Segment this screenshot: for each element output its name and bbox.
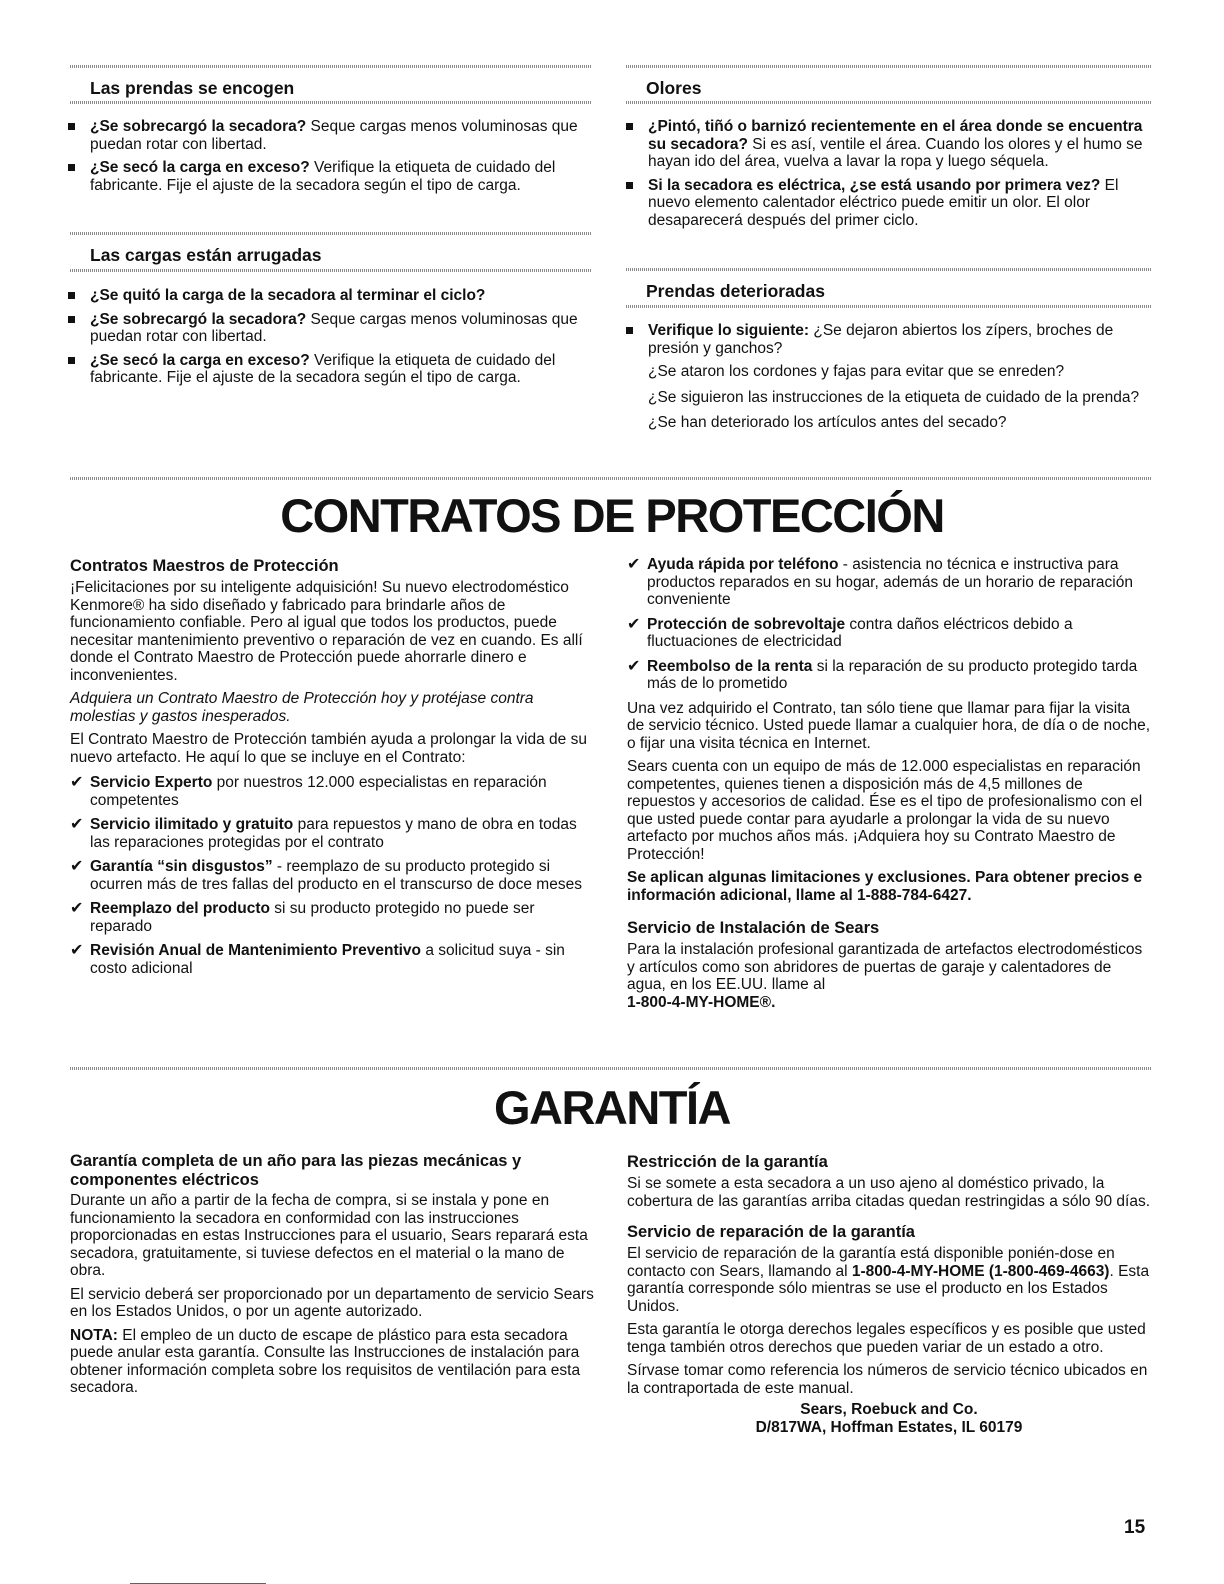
section-heading-odors: Olores <box>646 78 702 98</box>
list-item: Si la secadora es eléctrica, ¿se está usando por primera vez? El nuevo elemento calentador eléctrico puede emitir un olor. El olor desaparecerá después del primer ciclo. <box>626 177 1148 230</box>
wrinkled-list <box>68 287 593 393</box>
check-icon: ✔ <box>70 816 84 833</box>
contract-call-info: Una vez adquirido el Contrato, tan sólo tiene que llamar para fijar la visita de servicio técnico. Usted puede llamar a cualquier hora, de día o de noche, o fijar una visita técnica en Internet. <box>627 699 1151 752</box>
page-number: 15 <box>1124 1517 1146 1538</box>
list-item: ✔ Garantía “sin disgustos” - reemplazo de su producto protegido si ocurren más de tres fallas del producto en el transcurso de doce meses <box>70 858 582 893</box>
divider <box>70 269 592 272</box>
list-item: ¿Se sobrecargó la secadora? Seque cargas menos voluminosas que puedan rotar con libertad. <box>68 118 593 153</box>
list-item: ✔ Reembolso de la renta si la reparación de su producto protegido tarda más de lo prometido <box>627 657 1138 692</box>
list-item: ✔ Servicio ilimitado y gratuito para repuestos y mano de obra en todas las reparaciones protegidas por el contrato <box>70 816 577 851</box>
check-icon: ✔ <box>70 774 84 791</box>
divider <box>70 477 1152 480</box>
odors-list <box>626 118 1148 235</box>
protection-title: CONTRATOS DE PROTECCIÓN <box>280 489 944 542</box>
check-icon: ✔ <box>70 858 84 875</box>
list-item: ¿Se sobrecargó la secadora? Seque cargas menos voluminosas que puedan rotar con libertad. <box>68 311 593 346</box>
bullet-icon <box>626 123 633 130</box>
damaged-list <box>626 322 1148 440</box>
legal-rights-text: Esta garantía le otorga derechos legales específicos y es posible que usted tenga también otros derechos que pueden variar de un estado a otro. <box>627 1321 1146 1356</box>
bullet-icon <box>626 182 633 189</box>
restriction-text: Si se somete a esta secadora a un uso ajeno al doméstico privado, la cobertura de las garantías arriba citadas quedan restringidas a sólo 90 días. <box>627 1175 1151 1210</box>
check-icon: ✔ <box>627 615 641 633</box>
protection-tagline: Adquiera un Contrato Maestro de Protección hoy y protéjase contra molestias y gastos inesperados. <box>70 690 534 725</box>
repair-service-heading: Servicio de reparación de la garantía <box>627 1223 915 1241</box>
bullet-icon <box>68 316 75 323</box>
warranty-heading: Garantía completa de un año para las piezas mecánicas y componentes eléctricos <box>70 1152 522 1189</box>
shrink-list <box>68 118 593 200</box>
list-item: ✔ Reemplazo del producto si su producto protegido no puede ser reparado <box>70 900 535 935</box>
divider <box>70 232 592 235</box>
install-phone: 1-800-4-MY-HOME®. <box>627 993 776 1011</box>
install-text: Para la instalación profesional garantizada de artefactos electrodomésticos y artículos como son abridores de puertas de garaje y calentadores de agua, en los EE.UU. llame al <box>627 941 1143 993</box>
reference-text: Sírvase tomar como referencia los números de servicio técnico ubicados en la contraportada de este manual. <box>627 1362 1148 1397</box>
list-item: Verifique lo siguiente: ¿Se dejaron abiertos los zípers, broches de presión y ganchos? <box>626 322 1148 357</box>
followup-question: ¿Se siguieron las instrucciones de la etiqueta de cuidado de la prenda? <box>648 388 1140 406</box>
repair-service-text: El servicio de reparación de la garantía está disponible ponién-dose en contacto con Sears, llamando al 1-800-4-MY-HOME (1-800-469-4663). Esta garantía corresponde sólo mientras se use el producto en los Estados Unidos. <box>627 1245 1150 1315</box>
divider <box>70 65 592 68</box>
divider <box>626 65 1152 68</box>
warranty-service-provider: El servicio deberá ser proporcionado por un departamento de servicio Sears en los Estados Unidos, o por un agente autorizado. <box>70 1285 594 1320</box>
install-heading: Servicio de Instalación de Sears <box>627 919 880 937</box>
section-heading-shrink: Las prendas se encogen <box>90 78 295 98</box>
divider <box>70 101 592 104</box>
limitations-notice: Se aplican algunas limitaciones y exclusiones. Para obtener precios e información adicional, llame al 1-888-784-6427. <box>627 869 1143 904</box>
list-item: ¿Se quitó la carga de la secadora al terminar el ciclo? <box>68 287 593 305</box>
protection-right-column <box>627 556 1151 1017</box>
bullet-icon <box>68 123 75 130</box>
bullet-icon <box>68 357 75 364</box>
divider <box>626 305 1152 308</box>
bullet-icon <box>68 164 75 171</box>
followup-question: ¿Se han deteriorado los artículos antes del secado? <box>648 414 1007 431</box>
warranty-coverage: Durante un año a partir de la fecha de compra, si se instala y pone en funcionamiento la secadora en conformidad con las instrucciones proporcionadas en estas Instrucciones para el usuario, Sears reparará esta secadora, gratuitamente, si tuviese defectos en el material o la mano de obra. <box>70 1192 588 1279</box>
protection-description: El Contrato Maestro de Protección también ayuda a prolongar la vida de su nuevo artefacto. He aquí lo que se incluye en el Contrato: <box>70 731 587 766</box>
protection-intro: ¡Felicitaciones por su inteligente adquisición! Su nuevo electrodoméstico Kenmore® ha sido diseñado y fabricado para brindarle años de funcionamiento confiable. Pero al igual que todos los productos, puede necesitar mantenimiento preventivo o reparación de vez en cuando. Es allí donde el Contrato Maestro de Protección puede ahorrarle dinero e inconvenientes. <box>70 579 583 684</box>
protection-left-column <box>70 556 594 984</box>
divider <box>626 101 1152 104</box>
list-item: ¿Se secó la carga en exceso? Verifique la etiqueta de cuidado del fabricante. Fije el ajuste de la secadora según el tipo de carga. <box>68 352 593 387</box>
section-heading-wrinkled: Las cargas están arrugadas <box>90 245 322 265</box>
sears-specialists-info: Sears cuenta con un equipo de más de 12.000 especialistas en reparación competentes, quienes tienen a disposición más de 4,5 millones de repuestos y accesorios de calidad. Ése es el tipo de profesionalismo con el que usted puede contar para ayudarle a prolongar la vida de su nuevo artefacto por muchos años más. ¡Adquiera hoy su Contrato Maestro de Protección! <box>627 758 1143 863</box>
list-item: ✔ Protección de sobrevoltaje contra daños eléctricos debido a fluctuaciones de electricidad <box>627 615 1073 650</box>
list-item: ¿Pintó, tiñó o barnizó recientemente en el área donde se encuentra su secadora? Si es así, ventile el área. Cuando los olores y el humo se hayan ido del área, vuelva a lavar la ropa y luego séquela. <box>626 118 1148 171</box>
protection-heading: Contratos Maestros de Protección <box>70 557 339 575</box>
warranty-title: GARANTÍA <box>493 1081 731 1134</box>
divider <box>626 268 1152 271</box>
company-name: Sears, Roebuck and Co. <box>800 1401 978 1418</box>
check-icon: ✔ <box>70 942 84 959</box>
warranty-right-column <box>627 1152 1151 1437</box>
check-icon: ✔ <box>627 657 641 675</box>
list-item: ✔ Ayuda rápida por teléfono - asistencia no técnica e instructiva para productos reparados en su hogar, además de un horario de reparación conveniente <box>627 556 1133 608</box>
divider <box>70 1067 1152 1070</box>
check-icon: ✔ <box>627 556 641 573</box>
warranty-left-column <box>70 1152 594 1403</box>
list-item: ¿Se secó la carga en exceso? Verifique la etiqueta de cuidado del fabricante. Fije el ajuste de la secadora según el tipo de carga. <box>68 159 593 194</box>
bullet-icon <box>626 327 633 334</box>
check-icon: ✔ <box>70 900 84 917</box>
list-item: ✔ Revisión Anual de Mantenimiento Preventivo a solicitud suya - sin costo adicional <box>70 942 565 977</box>
company-address: D/817WA, Hoffman Estates, IL 60179 <box>755 1419 1023 1436</box>
followup-question: ¿Se ataron los cordones y fajas para evitar que se enreden? <box>648 363 1065 380</box>
list-item: ✔ Servicio Experto por nuestros 12.000 especialistas en reparación competentes <box>70 774 547 809</box>
section-heading-damaged: Prendas deterioradas <box>646 281 825 301</box>
restriction-heading: Restricción de la garantía <box>627 1153 828 1171</box>
warranty-note: NOTA: El empleo de un ducto de escape de plástico para esta secadora puede anular esta garantía. Consulte las Instrucciones de instalación para obtener información completa sobre los requisitos de ventilación para esta secadora. <box>70 1326 581 1396</box>
bullet-icon <box>68 292 75 299</box>
